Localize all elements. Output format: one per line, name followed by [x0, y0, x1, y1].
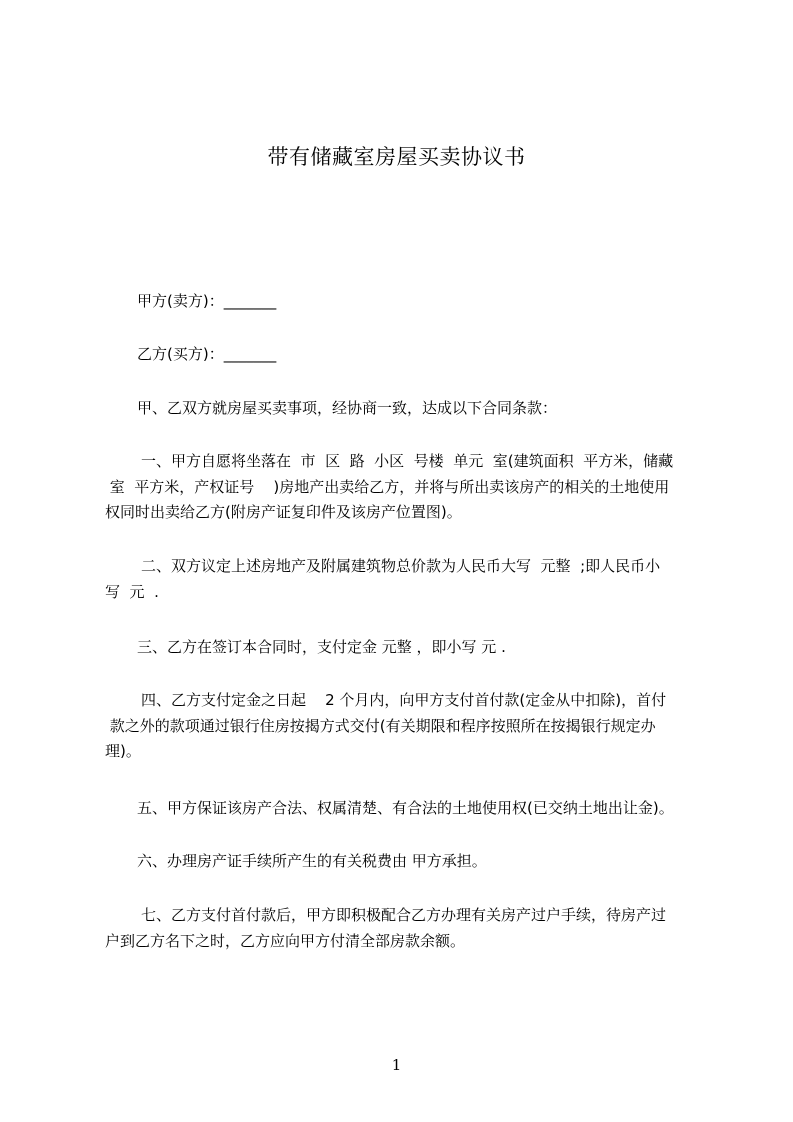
document-title: 带有储藏室房屋买卖协议书 — [267, 145, 526, 169]
clause-3: 三、乙方在签订本合同时，支付定金 元整 ，即小写 元 . — [137, 638, 506, 656]
clause-4 — [105, 688, 699, 765]
clause-4-line-3: 理)。 — [105, 742, 141, 760]
party-b-line: 乙方(买方)：_______ — [137, 345, 277, 363]
clause-2-line-2: 写 元 . — [105, 582, 159, 601]
intro-paragraph: 甲、乙双方就房屋买卖事项，经协商一致，达成以下合同条款： — [137, 399, 558, 417]
clause-1-line-3: 权同时出卖给乙方(附房产证复印件及该房产位置图)。 — [105, 503, 462, 521]
page-number: 1 — [391, 1056, 402, 1074]
clause-1-line-2: 室 平方米，产权证号 )房地产出卖给乙方，并将与所出卖该房产的相关的土地使用 — [105, 477, 670, 496]
clause-7-line-1: 七、乙方支付首付款后，甲方即积极配合乙方办理有关房产过户手续，待房产过 — [141, 906, 667, 924]
clause-7-line-2: 户到乙方名下之时，乙方应向甲方付清全部房款余额。 — [105, 931, 466, 950]
clause-4-line-2: 款之外的款项通过银行住房按揭方式交付(有关期限和程序按照所在按揭银行规定办 — [105, 716, 656, 735]
clause-6: 六、办理房产证手续所产生的有关税费由 甲方承担。 — [137, 852, 487, 870]
clause-7 — [105, 903, 699, 954]
clause-4-line-1: 四、乙方支付定金之日起 2 个月内，向甲方支付首付款(定金从中扣除)，首付 — [141, 691, 667, 709]
clause-2 — [105, 554, 699, 605]
clause-1-line-1: 一、甲方自愿将坐落在 市 区 路 小区 号楼 单元 室(建筑面积 平方米，储藏 — [141, 452, 674, 470]
party-a-line: 甲方(卖方)：_______ — [137, 292, 277, 310]
clause-5: 五、甲方保证该房产合法、权属清楚、有合法的土地使用权(已交纳土地出让金)。 — [137, 799, 674, 817]
clause-2-line-1: 二、双方议定上述房地产及附属建筑物总价款为人民币大写 元整 ;即人民币小 — [141, 557, 661, 575]
clause-1 — [105, 449, 699, 526]
